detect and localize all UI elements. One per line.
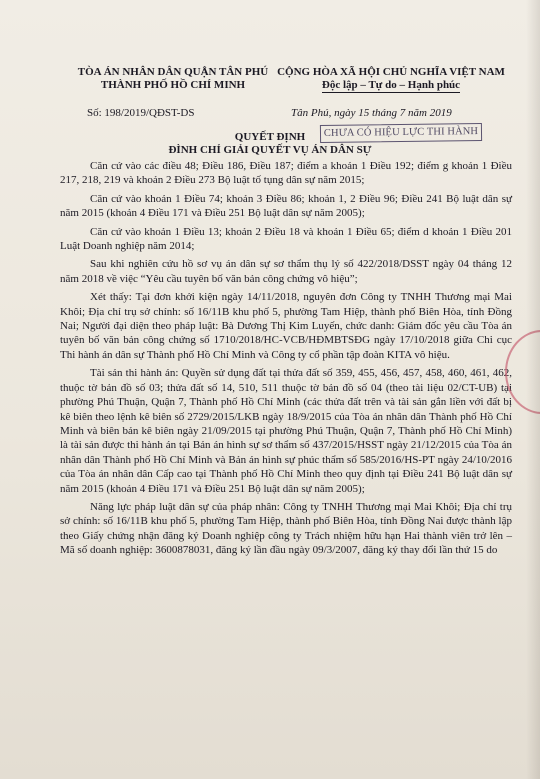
national-motto: Độc lập – Tự do – Hạnh phúc: [321, 79, 461, 91]
court-name: TÒA ÁN NHÂN DÂN QUẬN TÂN PHÚ: [77, 66, 269, 78]
paragraph: Tài sản thi hành án: Quyền sử dụng đất tại thửa đất số 359, 455, 456, 457, 458, 460, 461, 462, thuộc tờ bản đồ số 03; thửa đất số 14, 510, 511 thuộc tờ bản đồ số 04 (theo tài liệu 02/CT-UB) tại phường Phú Thuận, Quận 7, Thành phố Hồ Chí Minh (các thửa đất trên và tài sản gắn liền với đất bị kê biên theo lệnh kê biên số 2729/2015/LKB ngày 18/9/2015 của Tòa án nhân dân Thành phố Hồ Chí Minh và biên bản kê biên ngày 21/09/2015 tại phường Phú Thuận, Quận 7, Thành phố Hồ Chí Minh) là tài sản được thi hành án tại Bản án hình sự sơ thẩm số 437/2015/HSST ngày 21/12/2015 của Tòa án nhân dân Thành phố Hồ Chí Minh và Bản án hình sự phúc thẩm số 585/2016/HS-PT ngày 24/10/2016 của Tòa án nhân dân Cấp cao tại Thành phố Hồ Chí Minh theo quy định tại Điều 241 Bộ luật dân sự năm 2015 (khoản 4 Điều 171 và Điều 251 Bộ luật dân sự năm 2005);: [60, 367, 512, 495]
not-yet-effective-stamp: CHƯA CÓ HIỆU LỰC THI HÀNH: [320, 123, 482, 143]
paragraph: Năng lực pháp luật dân sự của pháp nhân: Công ty TNHH Thương mại Mai Khôi; Địa chỉ trụ sở chính: số 16/11B khu phố 5, phường Tam Hiệp, thành phố Biên Hòa, tỉnh Đồng Nai được thành lập theo Giấy chứng nhận đăng ký Doanh nghiệp công ty Trách nhiệm hữu hạn Hai thành viên trở lên – Mã số doanh nghiệp: 3600878031, đăng ký lần đầu ngày 09/3/2007, đăng ký thay đổi lần thứ 15 do: [60, 500, 512, 557]
page-edge-shadow: [526, 0, 540, 779]
paragraph: Căn cứ vào khoản 1 Điều 13; khoản 2 Điều 18 và khoản 1 Điều 65; điểm d khoản 1 Điều 201 Luật Doanh nghiệp năm 2014;: [60, 225, 512, 253]
paragraph: Căn cứ vào khoản 1 Điều 74; khoản 3 Điều 86; khoản 1, 2 Điều 96; Điều 241 Bộ luật dân sự năm 2015 (khoản 4 Điều 171 và Điều 251 Bộ luật dân sự năm 2005);: [60, 192, 512, 220]
paragraph: Căn cứ vào các điều 48; Điều 186, Điều 187; điểm a khoản 1 Điều 192; điểm g khoản 1 Điều 217, 218, 219 và khoản 2 Điều 273 Bộ luật tố tụng dân sự năm 2015;: [60, 160, 512, 187]
court-city: THÀNH PHỐ HỒ CHÍ MINH: [100, 79, 246, 91]
paragraph: Sau khi nghiên cứu hồ sơ vụ án dân sự sơ thẩm thụ lý số 422/2018/DSST ngày 04 tháng 12 năm 2018 về việc “Yêu cầu tuyên bố văn bản công chứng vô hiệu”;: [60, 258, 512, 285]
title-line-1: QUYẾT ĐỊNH: [234, 131, 306, 143]
national-name: CỘNG HÒA XÃ HỘI CHỦ NGHĨA VIỆT NAM: [277, 66, 505, 78]
document-date: Tân Phú, ngày 15 tháng 7 năm 2019: [291, 107, 452, 119]
national-header: [276, 66, 506, 93]
document-body: [60, 159, 512, 562]
document-number: Số: 198/2019/QĐST-DS: [87, 107, 195, 119]
paragraph: Xét thấy: Tại đơn khởi kiện ngày 14/11/2018, nguyên đơn Công ty TNHH Thương mại Mai Khôi; Địa chỉ trụ sở chính: số 16/11B khu phố 5, phường Tam Hiệp, thành phố Biên Hòa, tỉnh Đồng Nai; Người đại diện theo pháp luật: Bà Dương Thị Kim Luyến, chức danh: Giám đốc yêu cầu Tòa án tuyên bố văn bản công chứng số 1710/2018/HC-VCB/HĐMBTSĐG ngày 17/10/2018 giữa Chi cục Thi hành án dân sự Thành phố Hồ Chí Minh và Công ty cổ phần tập đoàn KITA vô hiệu.: [60, 291, 512, 361]
court-header: [68, 66, 278, 92]
title-line-2: ĐÌNH CHỈ GIẢI QUYẾT VỤ ÁN DÂN SỰ: [168, 144, 372, 156]
